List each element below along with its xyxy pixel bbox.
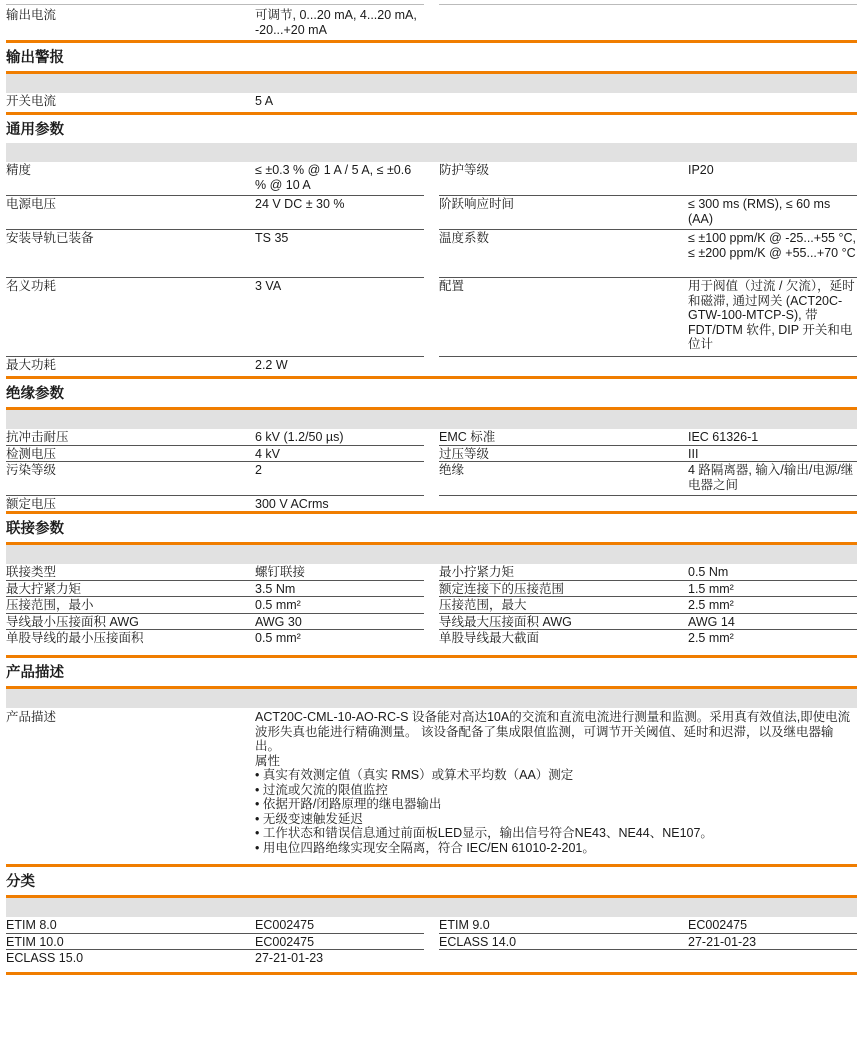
- spec-value: 27-21-01-23: [255, 951, 324, 965]
- spec-label: ETIM 10.0: [6, 934, 64, 949]
- spec-value: 2.2 W: [255, 358, 288, 372]
- spec-value: 用于阀值（过流 / 欠流），延时和磁滞, 通过网关 (ACT20C-GTW-100-MTCP-S), 带 FDT/DTM 软件, DIP 开关和电位计: [688, 279, 855, 351]
- spec-row: [439, 581, 857, 598]
- spec-row: [439, 934, 857, 951]
- feature-item: • 依据开路/闭路原理的继电器输出: [255, 797, 857, 812]
- spec-row: [439, 446, 857, 463]
- spec-value: 5 A: [255, 94, 274, 108]
- spec-row: [6, 93, 424, 112]
- spec-value: TS 35: [255, 231, 289, 245]
- spec-label: 污染等级: [6, 463, 57, 477]
- spec-value: ≤ ±100 ppm/K @ -25...+55 °C, ≤ ±200 ppm/K @ +55...+70 °C: [688, 231, 856, 260]
- spec-row: [439, 429, 857, 446]
- spec-label: ETIM 9.0: [439, 918, 490, 932]
- spec-value: 24 V DC ± 30 %: [255, 197, 345, 211]
- spec-row: [6, 196, 424, 230]
- insulation-grid: [6, 429, 857, 511]
- spec-value: 4 路隔离器, 输入/输出/电源/继电器之间: [688, 463, 854, 492]
- spec-label: EMC 标准: [439, 430, 496, 444]
- spec-row: [6, 950, 424, 966]
- spec-label: 防护等级: [439, 163, 490, 177]
- spec-label: 开关电流: [6, 94, 57, 108]
- spec-label: 最大功耗: [6, 358, 57, 372]
- section-band: [6, 689, 857, 708]
- spec-label: 温度系数: [439, 231, 490, 245]
- spec-row: [6, 597, 424, 614]
- spec-label: 抗冲击耐压: [6, 430, 69, 444]
- section-band: [6, 898, 857, 917]
- spec-row: [6, 581, 424, 598]
- spec-value: EC002475: [688, 918, 748, 932]
- spec-row: [439, 278, 857, 357]
- spec-label: 阶跃响应时间: [439, 197, 515, 211]
- spec-label: 额定连接下的压接范围: [439, 581, 565, 596]
- spec-label: 单股导线最大截面: [439, 631, 540, 645]
- classification-grid: [6, 917, 857, 972]
- spec-value: 0.5 mm²: [255, 598, 301, 612]
- spec-row: [439, 630, 857, 646]
- section-title-description: 产品描述: [6, 665, 64, 681]
- spec-value: 1.5 mm²: [688, 581, 734, 596]
- spec-label: 联接类型: [6, 565, 57, 579]
- spec-row: [6, 230, 424, 278]
- spec-value: IEC 61326-1: [688, 430, 759, 444]
- spec-row: [439, 564, 857, 581]
- spec-value: 2.5 mm²: [688, 631, 734, 645]
- spec-value: EC002475: [255, 934, 315, 949]
- spec-label: 安装导轨已装备: [6, 231, 94, 245]
- spec-row: [6, 462, 424, 496]
- spec-row: [6, 7, 424, 40]
- spec-value: ≤ 300 ms (RMS), ≤ 60 ms (AA): [688, 197, 831, 226]
- spec-value: IP20: [688, 163, 714, 177]
- section-band: [6, 410, 857, 429]
- output-current-block: [6, 7, 857, 40]
- spec-value: 300 V ACrms: [255, 497, 329, 511]
- spec-label: 压接范围，最小: [6, 598, 94, 612]
- spec-label: 产品描述: [6, 710, 57, 724]
- spec-value: 3.5 Nm: [255, 581, 296, 596]
- section-divider: [6, 972, 857, 975]
- spec-row: [6, 429, 424, 446]
- features-heading: 属性: [255, 753, 281, 768]
- section-band: [6, 545, 857, 564]
- spec-label: ECLASS 14.0: [439, 934, 517, 949]
- spec-row: [439, 614, 857, 631]
- spec-value: 2.5 mm²: [688, 598, 734, 612]
- spec-label: 最大拧紧力矩: [6, 581, 82, 596]
- description-row: [6, 708, 857, 864]
- spec-value: 螺钉联接: [255, 565, 306, 579]
- general-grid: [6, 162, 857, 376]
- spec-row: [439, 462, 857, 496]
- spec-label: 导线最大压接面积 AWG: [439, 614, 572, 629]
- spec-value: 3 VA: [255, 279, 282, 293]
- divider: [6, 4, 424, 5]
- spec-label: 名义功耗: [6, 279, 57, 293]
- spec-value: ≤ ±0.3 % @ 1 A / 5 A, ≤ ±0.6 % @ 10 A: [255, 163, 412, 192]
- spec-label: ECLASS 15.0: [6, 951, 84, 965]
- section-title-general: 通用参数: [6, 122, 64, 138]
- spec-row: [6, 564, 424, 581]
- datasheet: [6, 0, 857, 975]
- spec-row: [6, 357, 424, 373]
- spec-label: ETIM 8.0: [6, 918, 57, 932]
- spec-row: [6, 614, 424, 631]
- spec-row: [439, 230, 857, 278]
- spec-value: EC002475: [255, 918, 315, 932]
- spec-value: 2: [255, 463, 262, 477]
- spec-row: [6, 446, 424, 463]
- feature-item: • 工作状态和错误信息通过前面板LED显示，输出信号符合NE43、NE44、NE107。: [255, 826, 857, 841]
- spec-value: 0.5 Nm: [688, 565, 729, 579]
- spec-row: [6, 934, 424, 951]
- spec-value: 27-21-01-23: [688, 934, 757, 949]
- spec-row: [439, 917, 857, 934]
- feature-item: • 真实有效测定值（真实 RMS）或算术平均数（AA）测定: [255, 768, 857, 783]
- spec-label: 电源电压: [6, 197, 57, 211]
- section-band: [6, 143, 857, 162]
- spec-row: [439, 196, 857, 230]
- connection-grid: [6, 564, 857, 655]
- spec-label: 输出电流: [6, 8, 57, 22]
- spec-label: 绝缘: [439, 463, 465, 477]
- spec-label: 压接范围，最大: [439, 598, 527, 612]
- section-title-classification: 分类: [6, 874, 35, 890]
- spec-row: [439, 162, 857, 196]
- spec-label: 检测电压: [6, 446, 57, 461]
- spec-label: 配置: [439, 279, 465, 293]
- spec-value: 4 kV: [255, 446, 281, 461]
- spec-value: AWG 30: [255, 614, 302, 629]
- spec-label: 导线最小压接面积 AWG: [6, 614, 139, 629]
- spec-label: 最小拧紧力矩: [439, 565, 515, 579]
- spec-row: [6, 496, 424, 512]
- spec-value: AWG 14: [688, 614, 735, 629]
- spec-label: 精度: [6, 163, 32, 177]
- spec-row: [6, 278, 424, 357]
- section-band: [6, 74, 857, 93]
- spec-value: III: [688, 446, 699, 461]
- spec-label: 额定电压: [6, 497, 57, 511]
- feature-item: • 过流或欠流的限值监控: [255, 783, 857, 798]
- spec-row: [6, 162, 424, 196]
- spec-value: 可调节, 0...20 mA, 4...20 mA, -20...+20 mA: [255, 8, 417, 37]
- feature-item: • 无级变速触发延迟: [255, 812, 857, 827]
- spec-value: 0.5 mm²: [255, 631, 301, 645]
- spec-row: [439, 597, 857, 614]
- spec-label: 过压等级: [439, 446, 490, 461]
- feature-item: • 用电位四路绝缘实现安全隔离，符合 IEC/EN 61010-2-201。: [255, 841, 857, 856]
- section-title-connection: 联接参数: [6, 521, 64, 537]
- description-paragraph: ACT20C-CML-10-AO-RC-S 设备能对高达10A的交流和直流电流进行测量和监测。采用真有效值法,即使电流波形失真也能进行精确测量。 该设备配备了集成限值监测，可调节开关阈值、延时和迟滞，以及继电器输出。: [255, 710, 851, 753]
- features-list: [255, 768, 857, 855]
- description-body: [255, 710, 857, 862]
- divider: [439, 4, 857, 5]
- section-title-insulation: 绝缘参数: [6, 386, 64, 402]
- spec-row: [6, 917, 424, 934]
- spec-label: 单股导线的最小压接面积: [6, 631, 144, 645]
- spec-value: 6 kV (1.2/50 µs): [255, 430, 344, 444]
- spec-row: [6, 630, 424, 646]
- section-title-output-alarm: 输出警报: [6, 50, 64, 66]
